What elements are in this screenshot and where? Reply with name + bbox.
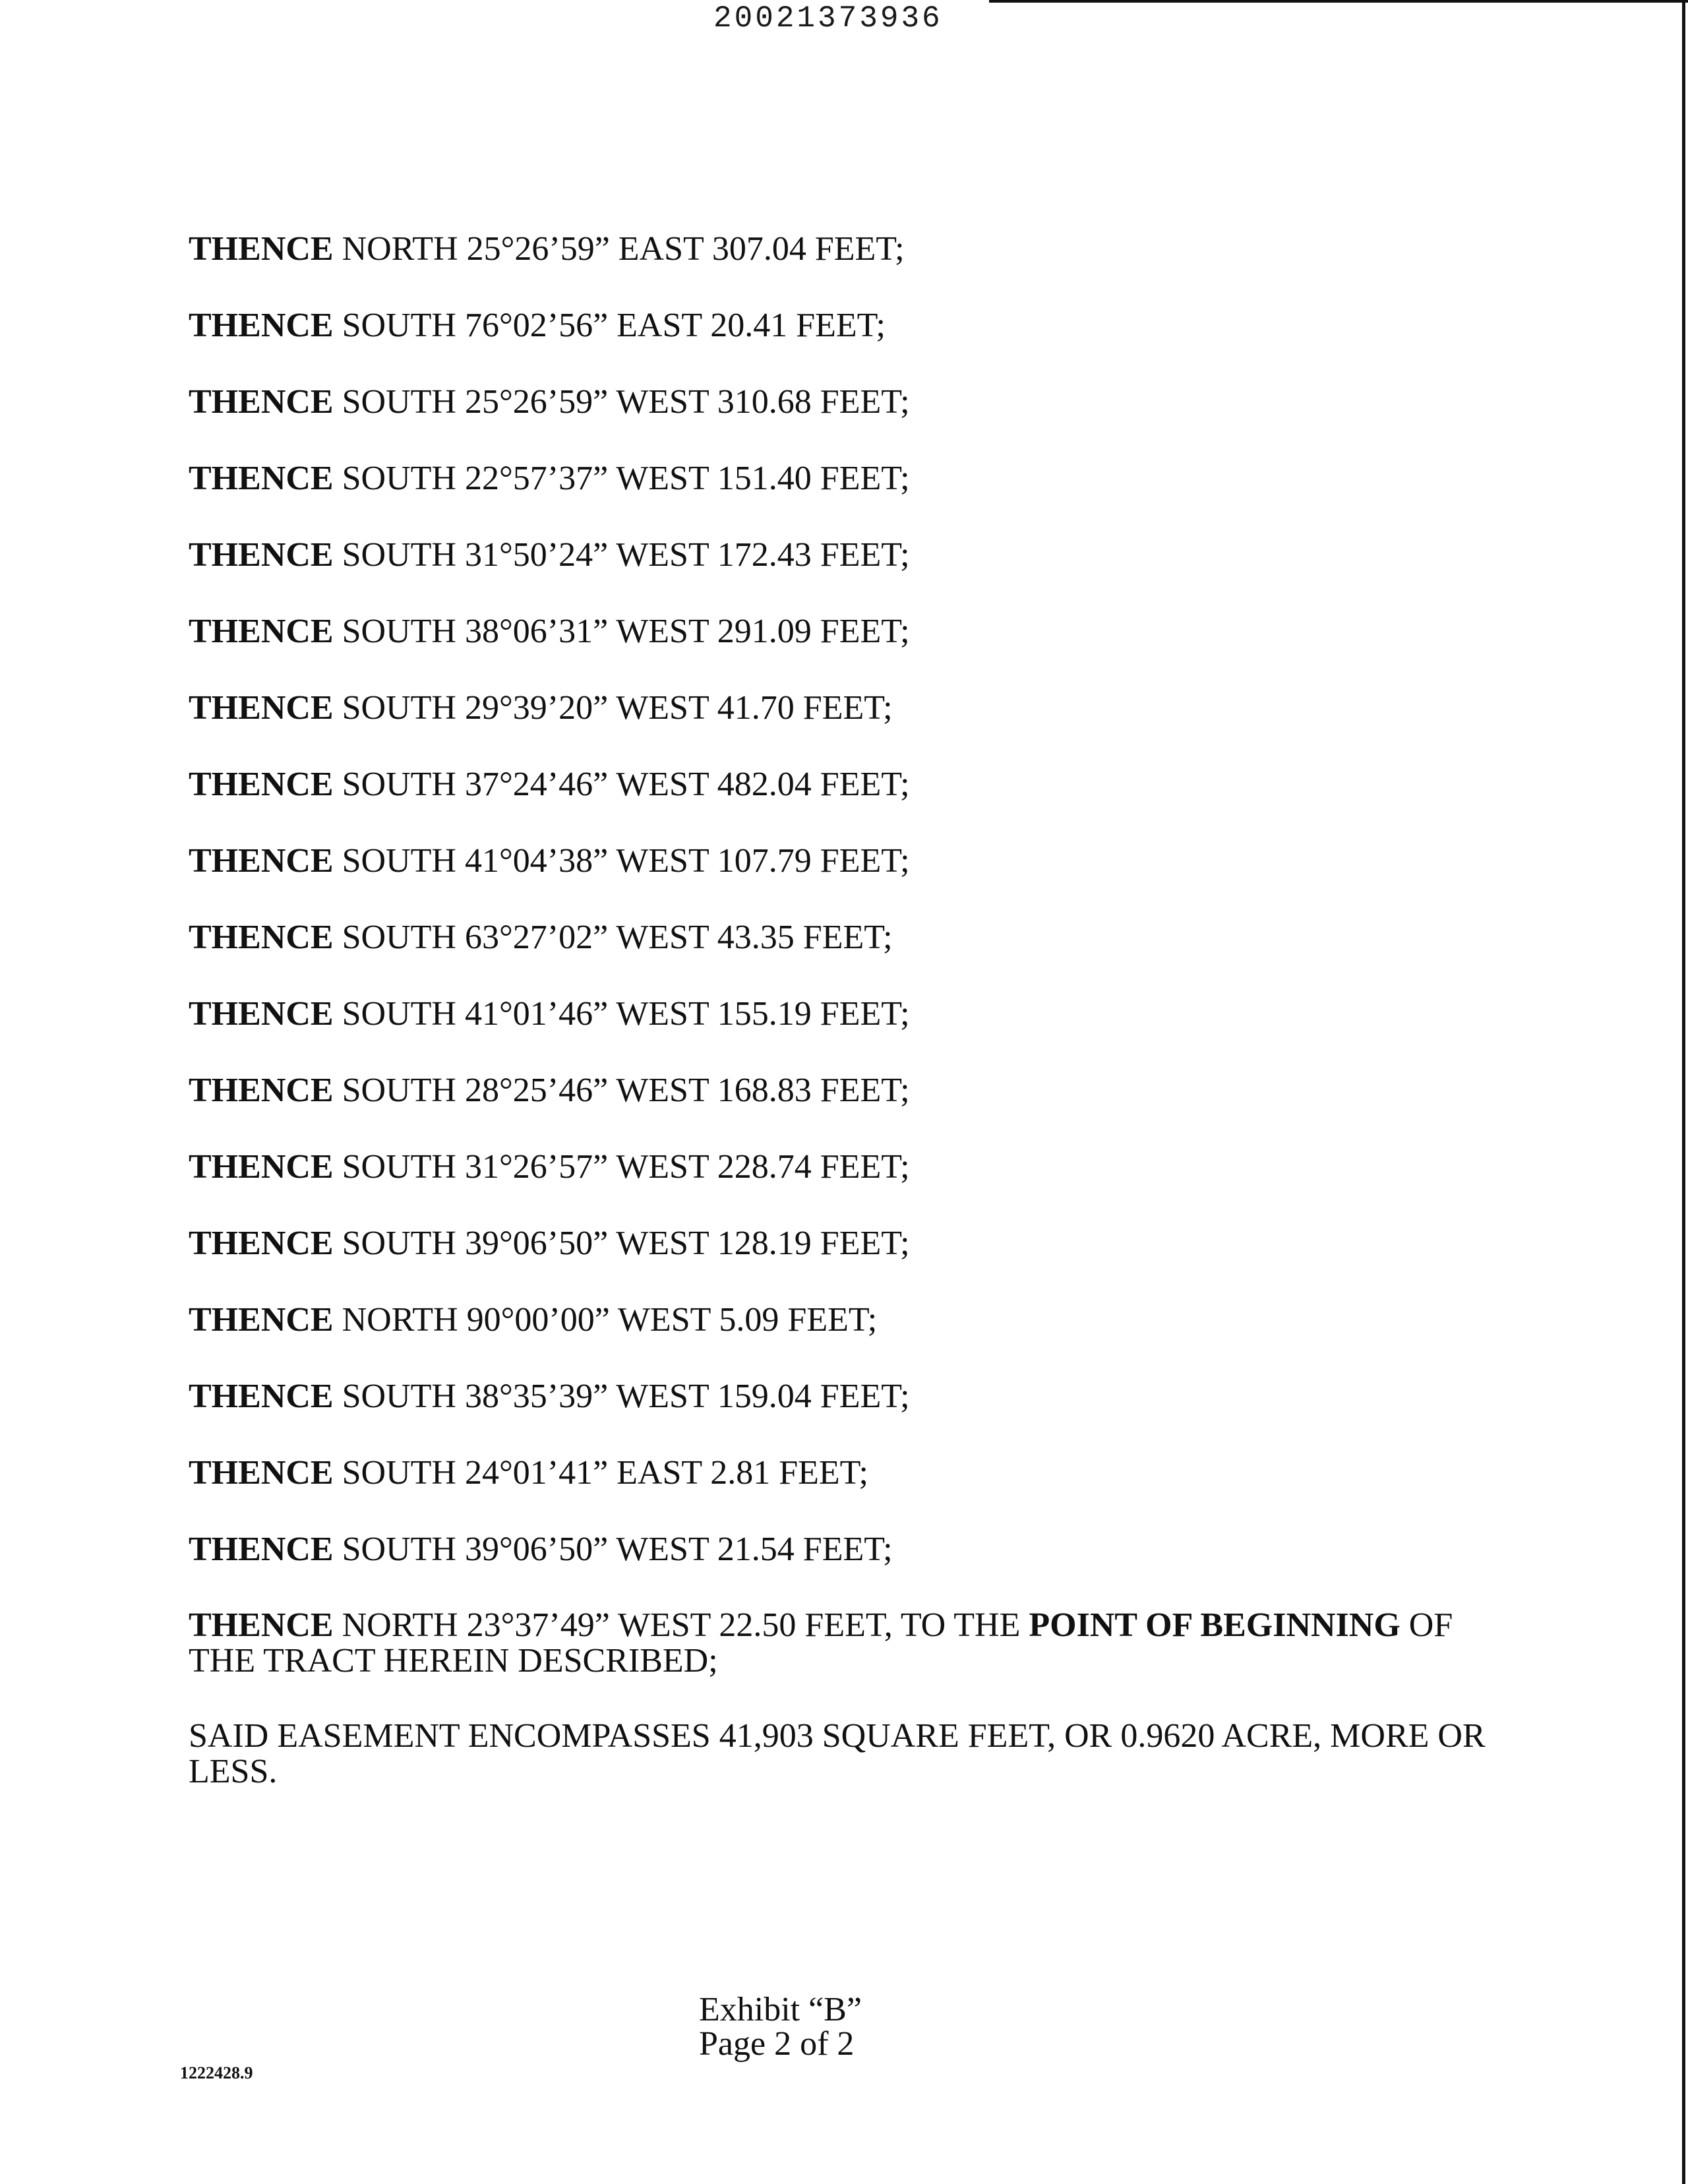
course-line — [189, 460, 1507, 497]
course-text: NORTH 25°26’59” EAST 307.04 FEET; — [342, 230, 905, 268]
course-text: SOUTH 38°06’31” WEST 291.09 FEET; — [342, 613, 910, 650]
course-text: SOUTH 22°57’37” WEST 151.40 FEET; — [342, 460, 910, 497]
course-line — [189, 231, 1507, 268]
course-line — [189, 1072, 1507, 1109]
course-keyword: THENCE — [189, 1378, 334, 1415]
course-keyword: THENCE — [189, 613, 334, 650]
course-line — [189, 690, 1507, 727]
exhibit-footer — [699, 1993, 862, 2061]
course-text: SOUTH 31°50’24” WEST 172.43 FEET; — [342, 536, 910, 574]
area-summary-paragraph: SAID EASEMENT ENCOMPASSES 41,903 SQUARE FEET, OR 0.9620 ACRE, MORE OR LESS. — [189, 1717, 1486, 1790]
course-keyword: THENCE — [189, 1225, 334, 1262]
course-line — [189, 1378, 1507, 1415]
course-text: SOUTH 63°27’02” WEST 43.35 FEET; — [342, 919, 893, 956]
document-code: 1222428.9 — [180, 2063, 253, 2082]
course-text: SOUTH 41°01’46” WEST 155.19 FEET; — [342, 995, 910, 1033]
course-keyword: THENCE — [189, 536, 334, 574]
course-keyword: THENCE — [189, 689, 334, 727]
course-text: SOUTH 76°02’56” EAST 20.41 FEET; — [342, 307, 886, 344]
course-keyword: THENCE — [189, 1301, 334, 1339]
course-line — [189, 1149, 1507, 1186]
course-keyword: THENCE — [189, 230, 334, 268]
exhibit-label: Exhibit “B” — [699, 1991, 862, 2028]
right-border-line — [1682, 0, 1685, 2184]
course-keyword: THENCE — [189, 1606, 334, 1644]
course-line — [189, 1531, 1507, 1568]
course-text: SOUTH 31°26’57” WEST 228.74 FEET; — [342, 1148, 910, 1186]
course-text: SOUTH 28°25’46” WEST 168.83 FEET; — [342, 1072, 910, 1109]
course-line — [189, 766, 1507, 803]
course-keyword: THENCE — [189, 766, 334, 803]
course-line — [189, 537, 1507, 574]
course-line — [189, 1455, 1507, 1492]
course-text: SOUTH 29°39’20” WEST 41.70 FEET; — [342, 689, 893, 727]
course-line — [189, 1302, 1507, 1339]
course-keyword: THENCE — [189, 307, 334, 344]
course-line — [189, 996, 1507, 1033]
point-of-beginning-phrase: POINT OF BEGINNING — [1029, 1606, 1401, 1644]
course-text: SOUTH 39°06’50” WEST 128.19 FEET; — [342, 1225, 910, 1262]
course-keyword: THENCE — [189, 1531, 334, 1568]
course-text: SOUTH 37°24’46” WEST 482.04 FEET; — [342, 766, 910, 803]
course-keyword: THENCE — [189, 995, 334, 1033]
course-keyword: THENCE — [189, 919, 334, 956]
course-keyword: THENCE — [189, 383, 334, 421]
course-line — [189, 919, 1507, 956]
course-keyword: THENCE — [189, 1148, 334, 1186]
course-line — [189, 384, 1507, 421]
course-text: SOUTH 24°01’41” EAST 2.81 FEET; — [342, 1454, 868, 1492]
page-label: Page 2 of 2 — [699, 2025, 855, 2063]
course-keyword: THENCE — [189, 842, 334, 880]
course-line — [189, 613, 1507, 650]
course-line — [189, 307, 1507, 344]
final-course-text: NORTH 23°37’49” WEST 22.50 FEET, TO THE — [342, 1606, 1021, 1644]
document-number: 20021373936 — [713, 1, 943, 36]
course-keyword: THENCE — [189, 1072, 334, 1109]
course-line — [189, 843, 1507, 880]
course-text: SOUTH 39°06’50” WEST 21.54 FEET; — [342, 1531, 893, 1568]
course-keyword: THENCE — [189, 460, 334, 497]
top-border-line — [989, 0, 1688, 3]
course-text: SOUTH 41°04’38” WEST 107.79 FEET; — [342, 842, 910, 880]
course-text: NORTH 90°00’00” WEST 5.09 FEET; — [342, 1301, 878, 1339]
course-text: SOUTH 38°35’39” WEST 159.04 FEET; — [342, 1378, 910, 1415]
course-text: SOUTH 25°26’59” WEST 310.68 FEET; — [342, 383, 910, 421]
final-course-tail: OF THE TRACT HEREIN DESCRIBED; — [189, 1606, 1453, 1680]
final-course-paragraph — [189, 1608, 1507, 1679]
course-keyword: THENCE — [189, 1454, 334, 1492]
legal-description — [189, 231, 1507, 1790]
course-line — [189, 1225, 1507, 1262]
